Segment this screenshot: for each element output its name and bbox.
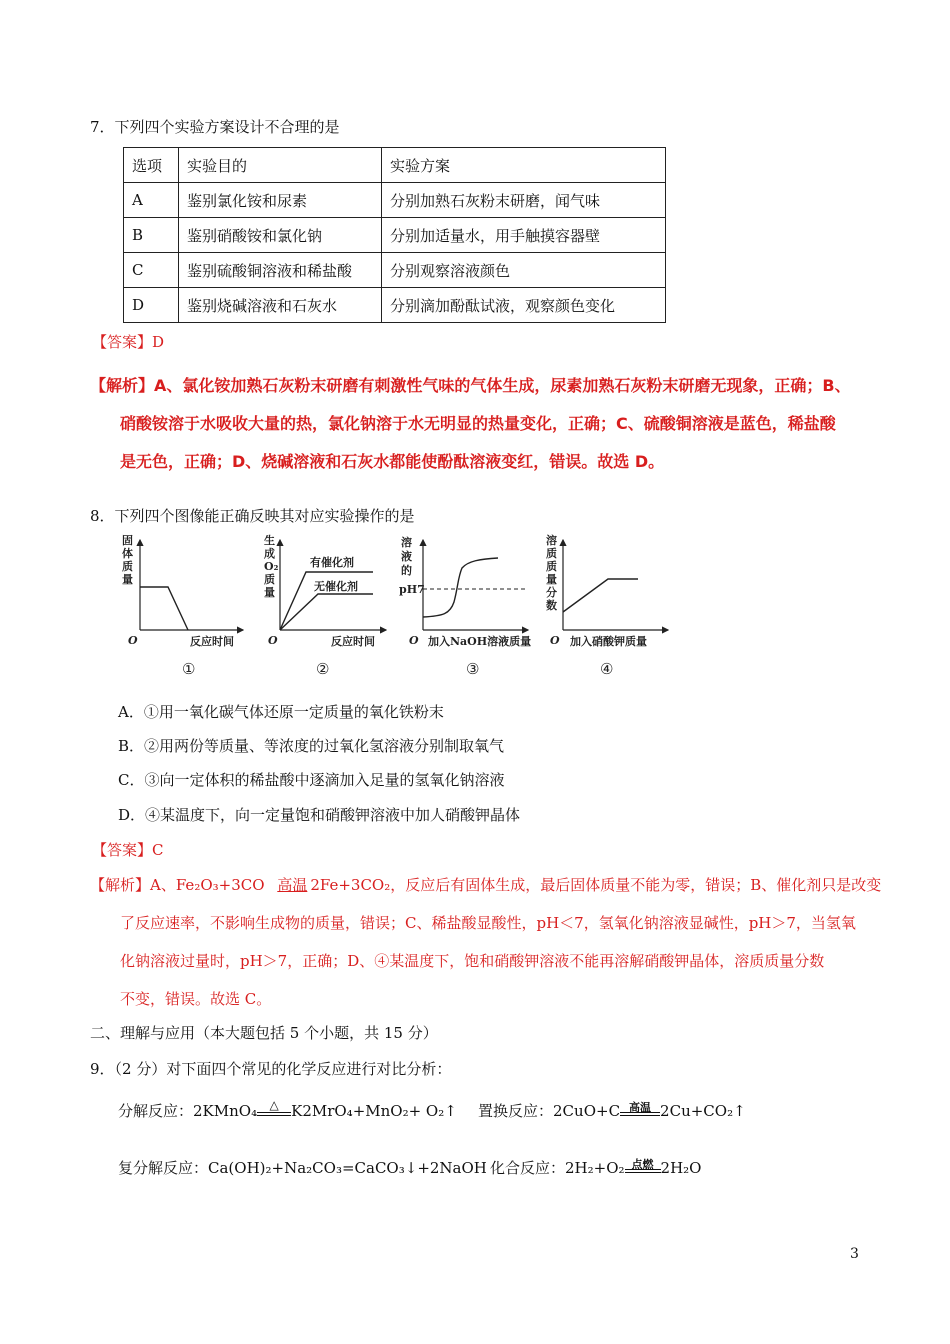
reaction-type: 分解反应： — [118, 1102, 194, 1120]
graph-1 — [122, 533, 243, 678]
graph-2-xlabel: 反应时间 — [331, 635, 375, 648]
explanation-line: 硝酸铵溶于水吸收大量的热，氯化钠溶于水无明显的热量变化，正确；C、硫酸铜溶液是蓝色，稀盐酸 — [120, 414, 836, 433]
graph-2-curve-label: 无催化剂 — [314, 580, 358, 593]
graph-4-number: ④ — [600, 660, 614, 678]
reaction-combination — [490, 1157, 701, 1178]
table-cell: D — [124, 288, 179, 323]
graph-3 — [399, 535, 531, 678]
table-row — [124, 218, 666, 253]
q8-option-a: A．①用一氧化碳气体还原一定质量的氧化铁粉末 — [118, 703, 444, 721]
table-row — [124, 288, 666, 323]
graph-3-curve — [423, 558, 498, 617]
table-cell: 分别加适量水，用手触摸容器壁 — [382, 218, 666, 253]
graph-1-ylabel-char: 量 — [122, 573, 133, 586]
table-header-cell: 选项 — [124, 148, 179, 183]
graph-1-number: ① — [182, 660, 196, 678]
table-header-cell: 实验方案 — [382, 148, 666, 183]
explanation-line: 了反应速率，不影响生成物的质量，错误；C、稀盐酸显酸性，pH＜7，氢氧化钠溶液显碱性，pH＞7，当氢氧 — [120, 914, 856, 932]
graph-2 — [264, 533, 386, 678]
q9-stem: 9．（2 分）对下面四个常见的化学反应进行对比分析： — [90, 1060, 452, 1078]
reaction-arrow — [620, 1101, 660, 1121]
reaction-condition: 点燃 — [631, 1158, 654, 1171]
graph-3-ylabel-char: 溶 — [401, 536, 412, 549]
graph-3-ylabel-char: 的 — [401, 564, 412, 577]
q8-answer: 【答案】C — [92, 841, 164, 859]
section-heading: 二、理解与应用（本大题包括 5 个小题，共 15 分） — [90, 1024, 438, 1042]
graph-3-ylabel-ph: pH7 — [399, 583, 425, 596]
explanation-text: ，反应后有固体生成，最后固体质量不能为零，错误；B、催化剂只是改变 — [390, 876, 882, 894]
table-cell: 鉴别氯化铵和尿素 — [179, 183, 382, 218]
graph-1-curve — [140, 587, 188, 630]
q8-graphs-figure — [118, 532, 678, 682]
reaction-right: K2MrO₄+MnO₂+ O₂↑ — [291, 1102, 457, 1120]
reaction-right: 2H₂O — [660, 1159, 702, 1177]
graph-2-curve-label: 有催化剂 — [310, 556, 354, 569]
reaction-type: 置换反应： — [478, 1102, 554, 1120]
table-cell: B — [124, 218, 179, 253]
reaction-left: 2KMnO₄ — [193, 1102, 258, 1120]
table-cell: 鉴别烧碱溶液和石灰水 — [179, 288, 382, 323]
graph-4-ylabel-char: 质 — [546, 547, 557, 560]
reaction-arrow — [257, 1098, 291, 1121]
reaction-equation: Ca(OH)₂+Na₂CO₃=CaCO₃↓+2NaOH — [208, 1159, 487, 1177]
graph-4-xlabel: 加入硝酸钾质量 — [570, 635, 647, 648]
graph-3-number: ③ — [466, 660, 480, 678]
table-cell: 分别滴加酚酞试液，观察颜色变化 — [382, 288, 666, 323]
graph-2-ylabel-char: 成 — [264, 547, 275, 560]
reaction-condition: △ — [269, 1098, 279, 1112]
graph-4 — [546, 533, 668, 678]
explanation-line: 【解析】A、氯化铵加熟石灰粉末研磨有刺激性气味的气体生成，尿素加熟石灰粉末研磨无现象，正确；B、 — [90, 376, 851, 395]
graph-2-origin: O — [268, 634, 278, 647]
graph-1-xlabel: 反应时间 — [190, 635, 234, 648]
table-cell: C — [124, 253, 179, 288]
page-number: 3 — [850, 1246, 859, 1262]
reaction-displacement — [478, 1100, 746, 1121]
explanation-line — [90, 866, 882, 904]
graph-1-ylabel-char: 体 — [122, 547, 133, 560]
graph-3-origin: O — [409, 634, 419, 647]
graph-2-number: ② — [316, 660, 330, 678]
table-header-cell: 实验目的 — [179, 148, 382, 183]
q7-stem: 7．下列四个实验方案设计不合理的是 — [90, 118, 340, 136]
graph-3-xlabel: 加入NaOH溶液质量 — [428, 635, 532, 648]
graph-2-ylabel-char: 质 — [264, 573, 275, 586]
reaction-decomposition — [118, 1100, 457, 1121]
graph-1-origin: O — [128, 634, 138, 647]
explanation-line: 化钠溶液过量时，pH＞7，正确；D、④某温度下，饱和硝酸钾溶液不能再溶解硝酸钾晶体，溶质质量分数 — [120, 952, 825, 970]
graph-4-ylabel-char: 数 — [546, 599, 557, 612]
q8-option-c: C．③向一定体积的稀盐酸中逐滴加入足量的氢氧化钠溶液 — [118, 771, 505, 789]
equation-right: 2Fe+3CO₂ — [310, 876, 391, 894]
reaction-arrow — [625, 1158, 661, 1178]
explanation-line: 是无色，正确；D、烧碱溶液和石灰水都能使酚酞溶液变红，错误。故选 D。 — [120, 452, 665, 471]
graph-2-ylabel-char: 量 — [264, 586, 275, 599]
table-cell: 分别观察溶液颜色 — [382, 253, 666, 288]
reaction-double-displacement — [118, 1157, 487, 1178]
graph-4-ylabel-char: 溶 — [546, 534, 557, 547]
table-row — [124, 253, 666, 288]
reaction-type: 化合反应： — [490, 1159, 566, 1177]
graph-4-curve — [563, 579, 638, 612]
explanation-label: 【解析】 — [90, 876, 151, 894]
q7-explanation — [90, 367, 870, 481]
reaction-right: 2Cu+CO₂↑ — [660, 1102, 746, 1120]
explanation-line: 不变，错误。故选 C。 — [120, 990, 272, 1008]
reaction-left: 2H₂+O₂ — [565, 1159, 625, 1177]
table-cell: 鉴别硫酸铜溶液和稀盐酸 — [179, 253, 382, 288]
graph-3-ylabel-char: 液 — [401, 550, 412, 563]
table-cell: A — [124, 183, 179, 218]
q8-option-d: D．④某温度下，向一定量饱和硝酸钾溶液中加人硝酸钾晶体 — [118, 806, 521, 824]
reaction-left: 2CuO+C — [553, 1102, 621, 1120]
reaction-type: 复分解反应： — [118, 1159, 209, 1177]
graph-4-ylabel-char: 质 — [546, 560, 557, 573]
graph-4-ylabel-char: 分 — [546, 586, 557, 599]
graph-1-ylabel-char: 固 — [122, 534, 133, 547]
graph-2-ylabel-char: 生 — [264, 534, 275, 547]
graph-4-origin: O — [550, 634, 560, 647]
q8-explanation — [90, 866, 882, 1018]
q7-answer: 【答案】D — [92, 333, 165, 351]
equation-left: A、Fe₂O₃+3CO — [150, 876, 265, 894]
q7-options-table — [123, 147, 666, 323]
q8-option-b: B．②用两份等质量、等浓度的过氧化氢溶液分别制取氧气 — [118, 737, 505, 755]
graph-4-ylabel-char: 量 — [546, 573, 557, 586]
table-header-row — [124, 148, 666, 183]
q8-stem: 8．下列四个图像能正确反映其对应实验操作的是 — [90, 507, 415, 525]
graph-2-ylabel-char: O₂ — [264, 560, 279, 573]
table-cell: 鉴别硝酸铵和氯化钠 — [179, 218, 382, 253]
table-row — [124, 183, 666, 218]
graph-1-ylabel-char: 质 — [122, 560, 133, 573]
table-cell: 分别加熟石灰粉末研磨，闻气味 — [382, 183, 666, 218]
equation-condition: 高温 — [277, 876, 308, 894]
reaction-condition: 高温 — [629, 1101, 652, 1114]
